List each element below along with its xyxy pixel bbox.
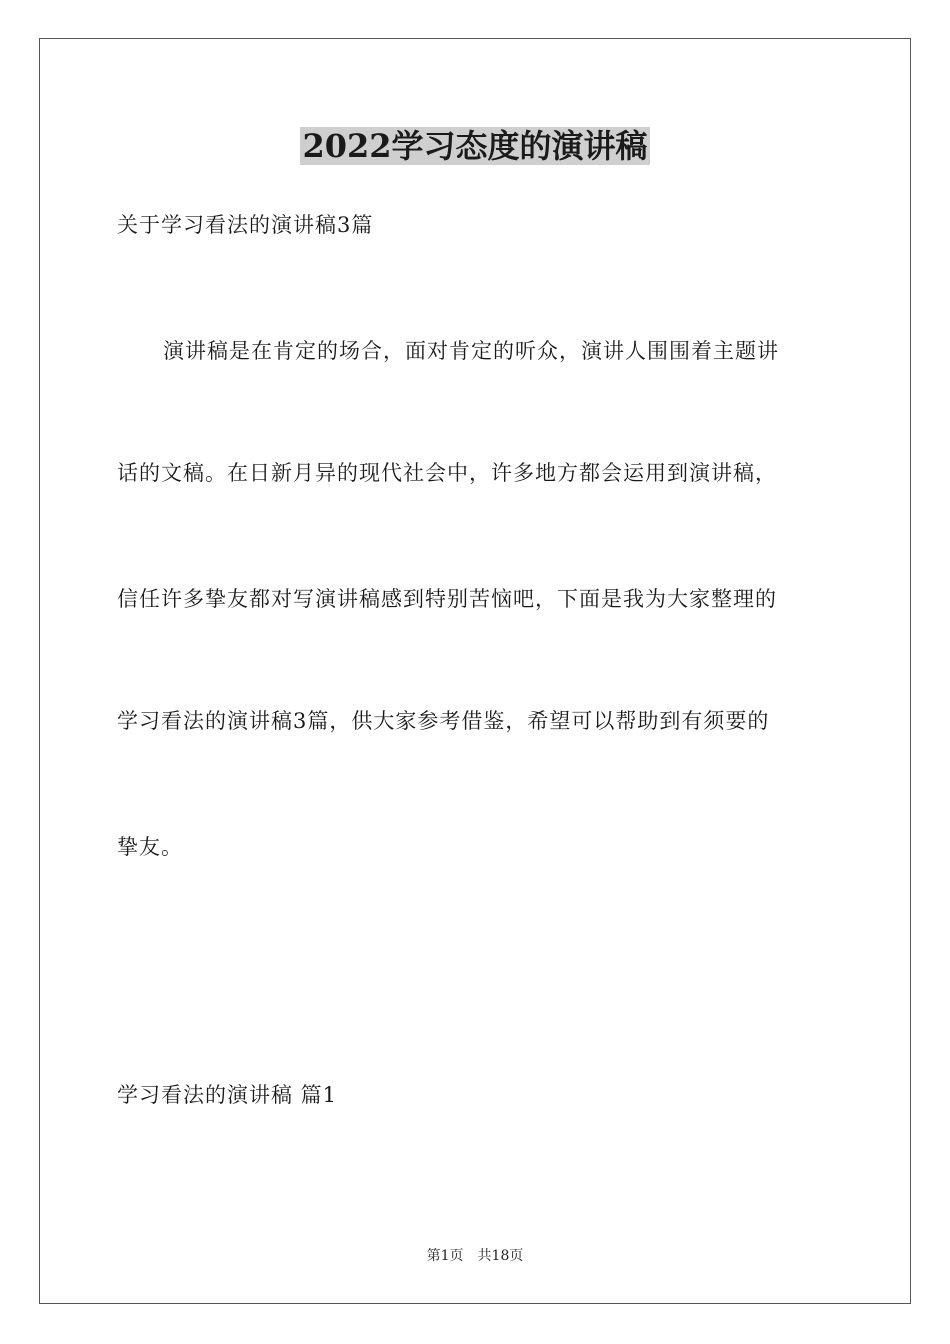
paragraph-line: 信任许多挚友都对写演讲稿感到特别苦恼吧，下面是我为大家整理的: [117, 587, 777, 611]
document-subtitle: 关于学习看法的演讲稿3篇: [117, 213, 374, 237]
paragraph-line: 学习看法的演讲稿3篇，供大家参考借鉴，希望可以帮助到有须要的: [117, 709, 770, 733]
paragraph-line: 话的文稿。在日新月异的现代社会中，许多地方都会运用到演讲稿，: [117, 461, 777, 485]
page-number: 第1页: [426, 1248, 464, 1264]
section-heading: 学习看法的演讲稿 篇1: [117, 1083, 338, 1107]
page-footer: [0, 1246, 950, 1266]
document-title-text: 2022学习态度的演讲稿: [302, 127, 648, 165]
document-title: [0, 124, 950, 168]
paragraph-line: 挚友。: [117, 835, 183, 859]
paragraph-line: 演讲稿是在肯定的场合，面对肯定的听众，演讲人围围着主题讲: [163, 339, 779, 363]
page-total: 共18页: [477, 1248, 524, 1264]
